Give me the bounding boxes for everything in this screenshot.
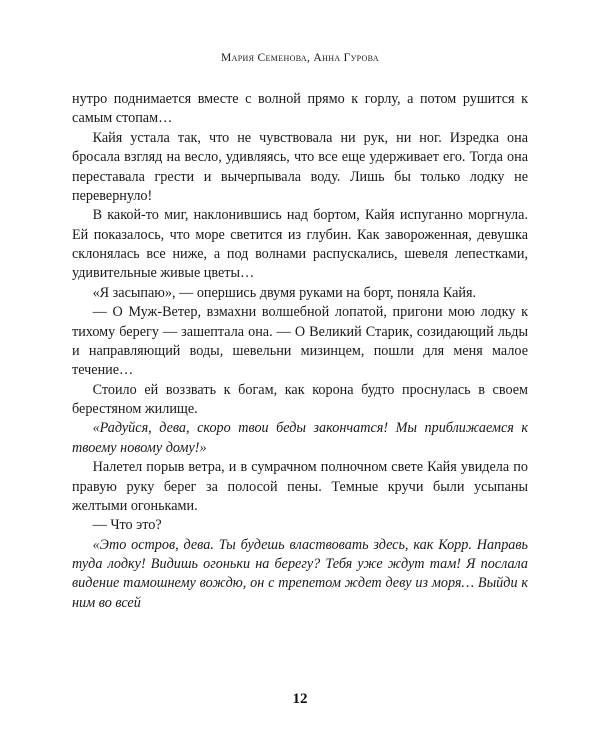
paragraph: нутро поднимается вместе с волной прямо к горлу, а потом рушится к самым стопам… [72, 91, 528, 127]
paragraph: Стоило ей воззвать к богам, как корона будто проснулась в своем берестяном жилище. [72, 381, 528, 417]
page-number: 12 [292, 691, 308, 707]
paragraph: — Что это? [92, 517, 162, 534]
running-head: Мария Семенова, Анна Гурова [221, 52, 379, 64]
paragraph: Кайя устала так, что не чувствовала ни рук, ни ног. Изредка она бросала взгляд на весло, удивляясь, что все еще удерживает его. Тогда она переставала грести и вычерпывала воду. Лишь бы только лодку не перевернуло! [72, 129, 528, 204]
paragraph: В какой-то миг, наклонившись над бортом, Кайя испуганно моргнула. Ей показалось, что море светится из глубин. Как завороженная, девушка склонялась все ниже, а под волнами распускались, шевеля лепестками, удивительные живые цветы… [72, 207, 528, 282]
paragraph-italic: «Радуйся, дева, скоро твои беды закончатся! Мы приближаемся к твоему новому дому!» [72, 420, 528, 456]
page-body [72, 90, 528, 613]
paragraph: «Я засыпаю», — опершись двумя руками на борт, поняла Кайя. [92, 284, 477, 301]
paragraph: Налетел порыв ветра, и в сумрачном полночном свете Кайя увидела по правую руку берег за полосой пены. Темные кручи были усыпаны желтыми огоньками. [72, 459, 528, 514]
paragraph: — О Муж-Ветер, взмахни волшебной лопатой, пригони мою лодку к тихому берегу — зашептала она. — О Великий Старик, созидающий льды и направляющий воды, шевельни мизинцем, пошли для меня малое течение… [72, 304, 528, 379]
paragraph-italic: «Это остров, дева. Ты будешь властвовать здесь, как Корр. Направь туда лодку! Видишь огоньки на берегу? Тебя уже ждут там! Я послала видение тамошнему вождю, он с трепетом ждет деву из моря… Выйди к ним во всей [72, 536, 528, 611]
